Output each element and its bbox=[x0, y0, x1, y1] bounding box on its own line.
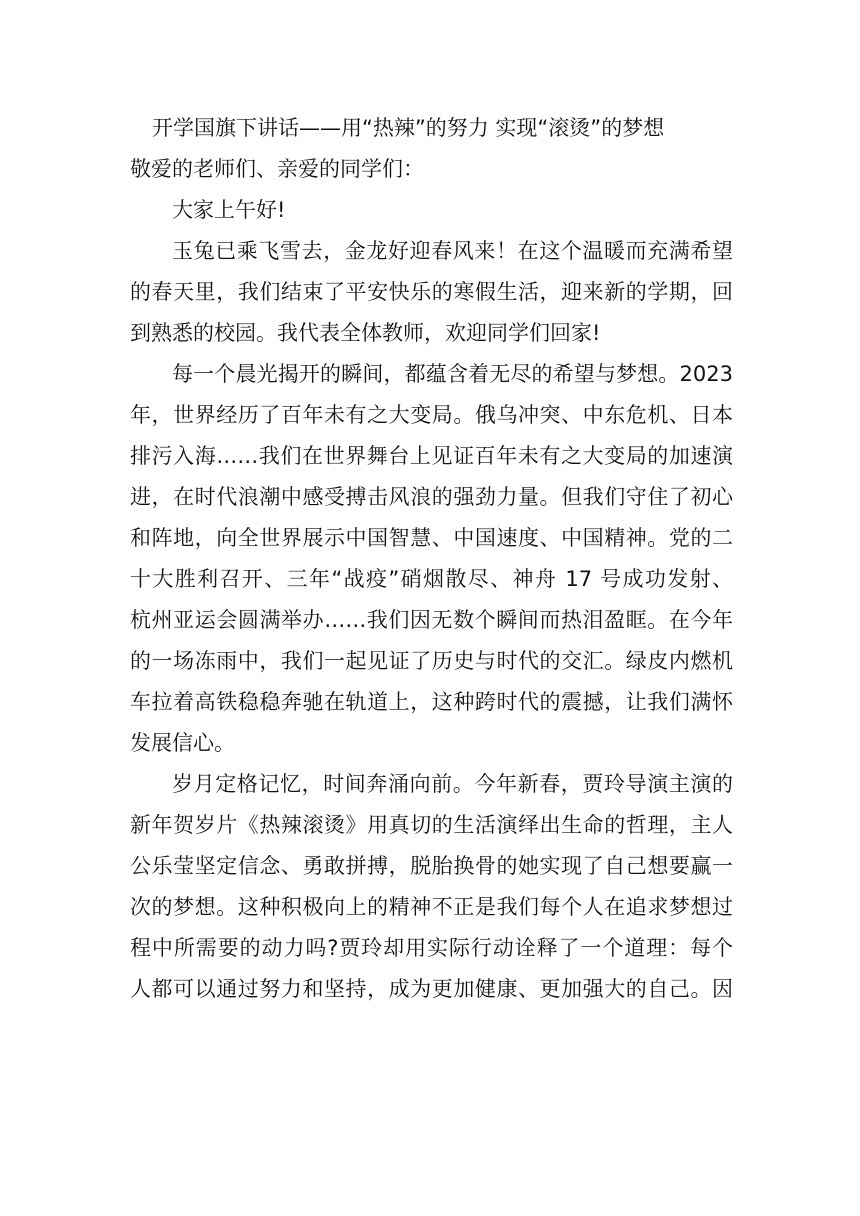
paragraph-greeting bbox=[130, 190, 733, 231]
paragraph-line: 新年贺岁片《热辣滚烫》用真切的生活演绎出生命的哲理，主人 bbox=[130, 813, 733, 837]
paragraph-line: 的一场冻雨中，我们一起见证了历史与时代的交汇。绿皮内燃机 bbox=[130, 649, 733, 673]
paragraph-line: 公乐莹坚定信念、勇敢拼搏，脱胎换骨的她实现了自己想要赢一 bbox=[130, 854, 733, 878]
paragraph-line: 岁月定格记忆，时间奔涌向前。今年新春，贾玲导演主演的 bbox=[172, 772, 733, 796]
paragraph-line: 人都可以通过努力和坚持，成为更加健康、更加强大的自己。因 bbox=[130, 977, 733, 1001]
paragraph-line: 到熟悉的校园。我代表全体教师，欢迎同学们回家! bbox=[130, 321, 601, 345]
paragraph-line: 玉兔已乘飞雪去，金龙好迎春风来！在这个温暖而充满希望 bbox=[172, 239, 733, 263]
paragraph-line: 每一个晨光揭开的瞬间，都蕴含着无尽的希望与梦想。2023 bbox=[172, 362, 733, 386]
salutation: 敬爱的老师们、亲爱的同学们： bbox=[130, 157, 424, 181]
paragraph-welcome bbox=[130, 231, 733, 354]
paragraph-line: 排污入海……我们在世界舞台上见证百年未有之大变局的加速演 bbox=[130, 444, 733, 468]
paragraph-line: 和阵地，向全世界展示中国智慧、中国速度、中国精神。党的二 bbox=[130, 526, 733, 550]
paragraph-line: 次的梦想。这种积极向上的精神不正是我们每个人在追求梦想过 bbox=[130, 895, 733, 919]
paragraph-line: 进，在时代浪潮中感受搏击风浪的强劲力量。但我们守住了初心 bbox=[130, 485, 733, 509]
paragraph-line: 车拉着高铁稳稳奔驰在轨道上，这种跨时代的震撼，让我们满怀 bbox=[130, 690, 733, 714]
paragraph-line: 年，世界经历了百年未有之大变局。俄乌冲突、中东危机、日本 bbox=[130, 403, 733, 427]
paragraph-line: 十大胜利召开、三年“战疫”硝烟散尽、神舟 17 号成功发射、 bbox=[130, 567, 733, 591]
paragraph-line: 程中所需要的动力吗?贾玲却用实际行动诠释了一个道理：每个 bbox=[130, 936, 733, 960]
paragraph-line: 发展信心。 bbox=[130, 731, 235, 755]
paragraph-line: 杭州亚运会圆满举办……我们因无数个瞬间而热泪盈眶。在今年 bbox=[130, 608, 733, 632]
document-page bbox=[130, 108, 733, 1010]
paragraph-line: 大家上午好! bbox=[172, 198, 286, 222]
paragraph-film bbox=[130, 764, 733, 1010]
paragraph-line: 的春天里，我们结束了平安快乐的寒假生活，迎来新的学期，回 bbox=[130, 280, 733, 304]
paragraph-review-2023 bbox=[130, 354, 733, 764]
document-title: 开学国旗下讲话——用“热辣”的努力 实现“滚烫”的梦想 bbox=[152, 116, 665, 140]
